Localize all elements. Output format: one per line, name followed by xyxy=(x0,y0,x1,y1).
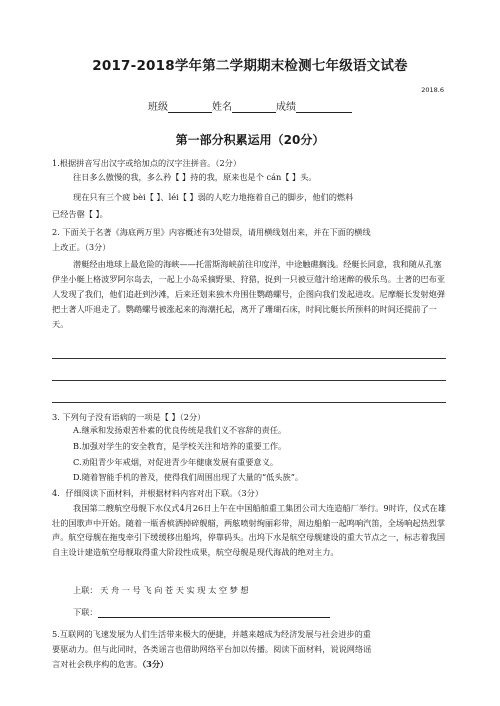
q5-score: （3分） xyxy=(142,659,169,669)
q2-passage: 潜艇经由地球上最危险的海峡——托雷斯海峡前往印度洋，中途触礁搁浅。经艇长同意，我和随从孔塞伊坐小艇上格波罗阿尔岛去，一起上小岛采摘野果、狩猎，捉到一只被豆蔻汁给迷醉的极乐鸟。土著的巴布亚人发现了我们，他们追赶到沙滩，后来还划来独木舟围住鹦鹉螺号，企图向我们发起进攻。尼摩艇长发射炮弹把土著人吓退走了。鹦鹉螺号被涨起来的海潮托起，离开了珊瑚石床，时间比艇长所预料的时间还提前了一天。 xyxy=(52,259,446,329)
exam-date: 2018.6 xyxy=(421,86,444,94)
class-blank xyxy=(168,101,212,113)
name-label: 姓名 xyxy=(212,102,232,113)
q1-line1: 往日多么傲慢的我，多么矜【 】持的我，原来也是个 cán【 】头。 xyxy=(73,172,317,182)
q5-stem-line1: 5.互联网的飞速发展为人们生活带来极大的便捷，并越来越成为经济发展与社会进步的重 xyxy=(52,629,371,639)
score-label: 成绩 xyxy=(276,102,296,113)
q2-stem-line2: 上改正。（3分） xyxy=(52,242,111,252)
q3-option-b: B.加强对学生的安全教育，是学校关注和培养的重要工作。 xyxy=(73,441,287,451)
q3-option-c: C.劝阻青少年戒烟，对促进青少年健康发展有重要意义。 xyxy=(73,457,279,467)
q4-passage: 我国第二艘航空母舰下水仪式4月26日上午在中国船舶重工集团公司大连造船厂举行。9时许，仪式在雄壮的国歌声中开始。随着一瓶香槟洒掉碎舰艏，两舷喷射绚丽彩带，周边船舶一起鸣响汽笛，全场响起热烈掌声。航空母舰在拖曳牵引下缓缓移出船坞，停靠码头。出坞下水是航空母舰建设的重大节点之一，标志着我国自主设计建造航空母舰取得重大阶段性成果，航空母舰是现代海战的绝对主力。 xyxy=(52,503,446,557)
q4-lower-couplet xyxy=(73,606,330,618)
q3-option-d: D.随着智能手机的普及，使得我们周围出现了大量的“低头族”。 xyxy=(73,472,304,482)
section-heading: 第一部分积累运用（20分） xyxy=(175,133,325,147)
answer-line xyxy=(52,358,446,359)
q5-stem-text: 言对社会秩序构的危害。 xyxy=(52,659,143,669)
q1-stem: 1.根据拼音写出汉字或给加点的汉字注拼音。（2分） xyxy=(52,158,242,168)
q5-stem-line3 xyxy=(52,657,168,671)
q1-line3: 已经告罄【 】。 xyxy=(52,209,108,219)
q3-option-a: A.继承和发扬艰苦朴素的优良传统是我们义不容辞的责任。 xyxy=(73,425,287,435)
class-label: 班级 xyxy=(148,102,168,113)
q4-stem: 4．仔细阅读下面材料，并根据材料内容对出下联。（3分） xyxy=(52,488,264,498)
answer-line xyxy=(52,380,446,381)
student-info-line xyxy=(0,98,500,113)
exam-title: 2017-2018学年第二学期期末检测七年级语文试卷 xyxy=(92,58,408,74)
q4-upper-couplet: 上联： 天 舟 一 号 飞 向 苍 天 实 现 太 空 梦 想 xyxy=(73,585,249,595)
q1-line2: 现在只有三个疲 bèi【 】、léi【 】弱的人吃力地拖着自己的脚步，他们的燃料 xyxy=(73,192,354,202)
answer-line xyxy=(52,402,446,403)
q3-stem: 3. 下列句子没有语病的一项是【 】（2分） xyxy=(52,412,206,422)
q4-lower-blank[interactable] xyxy=(98,606,330,618)
q2-stem-line1: 2. 下面关于名著《海底两万里》内容概述有3处错误，请用横线划出来，并在下面的横线 xyxy=(52,227,371,237)
score-blank xyxy=(296,101,352,113)
q5-stem-line2: 要驱动力。但与此同时，各类谣言也借助网络平台加以传播。阅读下面材料，说说网络谣 xyxy=(52,644,372,654)
q4-lower-label: 下联： xyxy=(73,607,98,617)
name-blank xyxy=(232,101,276,113)
